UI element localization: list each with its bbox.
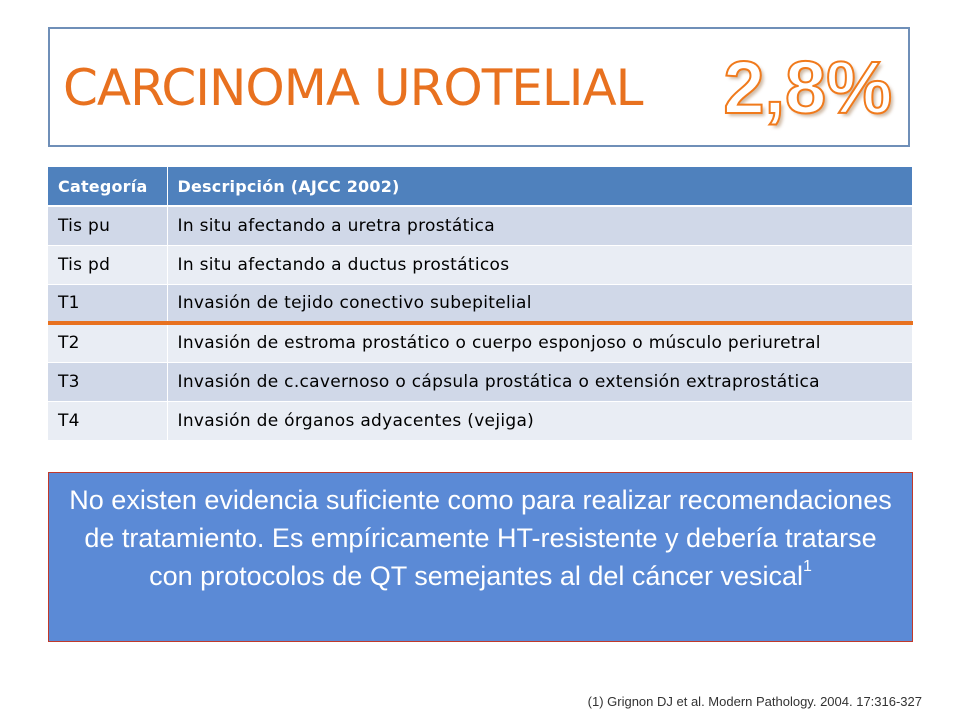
description-cell: Invasión de estroma prostático o cuerpo esponjoso o músculo periuretral [167,323,913,362]
category-cell: T3 [48,362,167,401]
description-cell: Invasión de c.cavernoso o cápsula prostática o extensión extraprostática [167,362,913,401]
staging-table [48,167,913,440]
description-cell: Invasión de órganos adyacentes (vejiga) [167,401,913,440]
category-cell: T2 [48,323,167,362]
header-description: Descripción (AJCC 2002) [167,167,913,206]
table-row [48,401,913,440]
treatment-note [48,472,913,642]
note-citation-marker: 1 [802,558,812,575]
category-cell: T1 [48,284,167,323]
description-cell: In situ afectando a ductus prostáticos [167,245,913,284]
percentage-figure: 2,8% [723,46,892,129]
table-row [48,206,913,245]
header-category: Categoría [48,167,167,206]
table-row [48,284,913,323]
description-cell: Invasión de tejido conectivo subepitelial [167,284,913,323]
table-row [48,323,913,362]
reference-footnote: (1) Grignon DJ et al. Modern Pathology. 2004. 17:316-327 [587,694,922,709]
description-cell: In situ afectando a uretra prostática [167,206,913,245]
table-row [48,362,913,401]
category-cell: T4 [48,401,167,440]
table-row [48,245,913,284]
category-cell: Tis pu [48,206,167,245]
table-header-row [48,167,913,206]
title-box [48,27,910,147]
category-cell: Tis pd [48,245,167,284]
slide-title: CARCINOMA UROTELIAL [63,59,643,117]
note-text: No existen evidencia suficiente como para realizar recomendaciones de tratamiento. Es empíricamente HT-resistente y debería tratarse con protocolos de QT semejantes al del cáncer vesical [69,485,892,591]
